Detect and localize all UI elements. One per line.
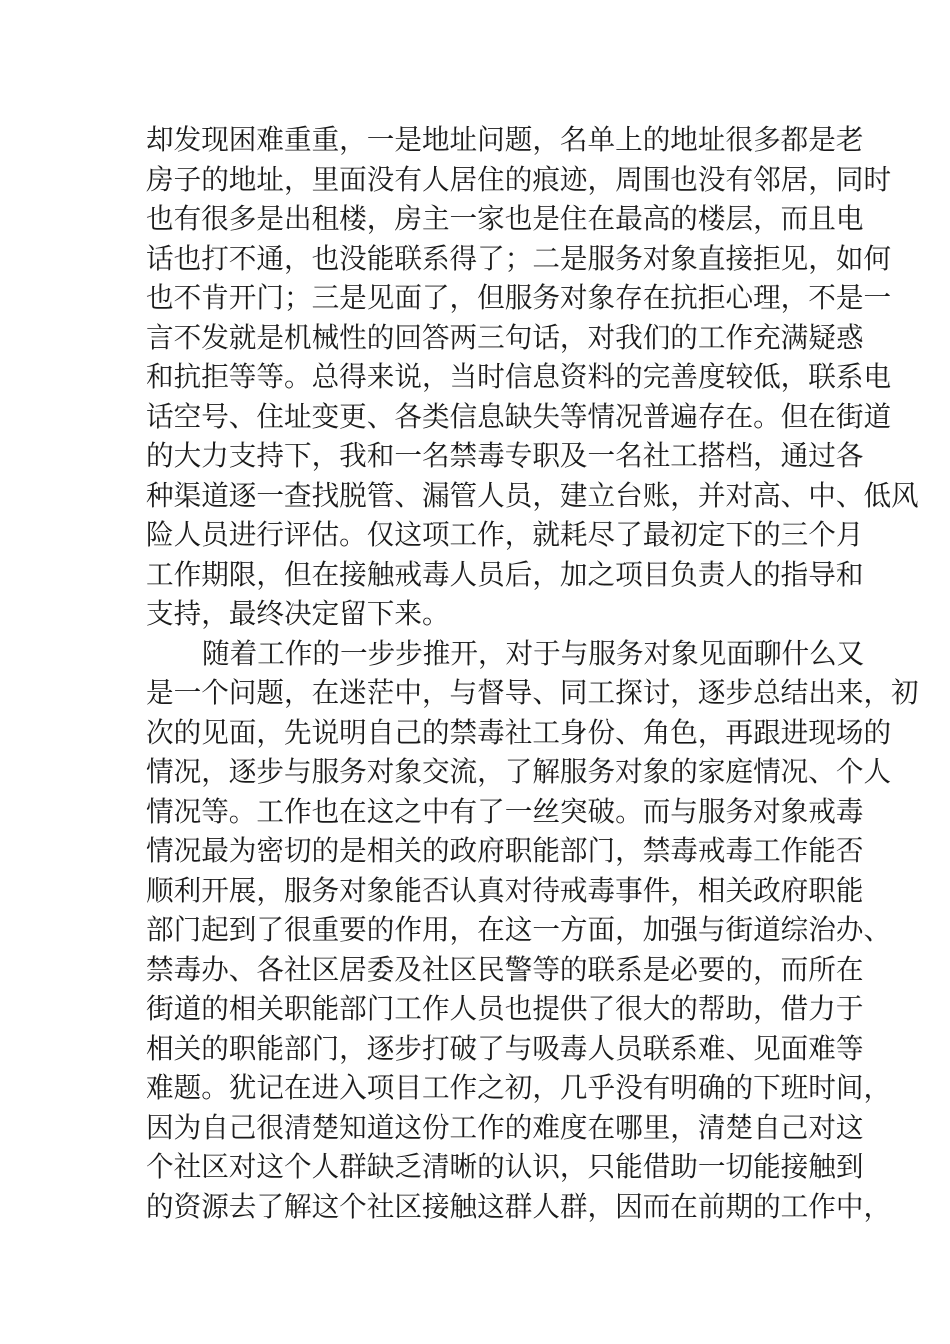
- text-line: 话也打不通，也没能联系得了；二是服务对象直接拒见，如何: [146, 241, 892, 275]
- text-line: 言不发就是机械性的回答两三句话，对我们的工作充满疑惑: [146, 320, 864, 354]
- text-line: 却发现困难重重，一是地址问题，名单上的地址很多都是老: [146, 123, 864, 156]
- text-line: 房子的地址，里面没有人居住的痕迹，周围也没有邻居，同时: [146, 162, 892, 196]
- text-line: 难题。犹记在进入项目工作之初，几乎没有明确的下班时间，: [146, 1071, 892, 1104]
- text-line: 工作期限，但在接触戒毒人员后，加之项目负责人的指导和: [146, 557, 864, 591]
- text-line: 部门起到了很重要的作用，在这一方面，加强与街道综治办、: [146, 913, 892, 946]
- body-text: [146, 120, 919, 1226]
- text-line: 支持，最终决定留下来。: [146, 597, 450, 630]
- text-line: 次的见面，先说明自己的禁毒社工身份、角色，再跟进现场的: [146, 715, 892, 749]
- text-line: 种渠道逐一查找脱管、漏管人员，建立台账，并对高、中、低风: [146, 478, 919, 512]
- text-line: 也有很多是出租楼，房主一家也是住在最高的楼层，而且电: [146, 202, 864, 235]
- text-line: 随着工作的一步步推开，对于与服务对象见面聊什么又: [202, 636, 865, 670]
- text-line: 和抗拒等等。总得来说，当时信息资料的完善度较低，联系电: [146, 360, 892, 393]
- text-line: 的大力支持下，我和一名禁毒专职及一名社工搭档，通过各: [146, 439, 864, 472]
- text-line: 因为自己很清楚知道这份工作的难度在哪里，清楚自己对这: [146, 1110, 864, 1144]
- text-line: 顺利开展，服务对象能否认真对待戒毒事件，相关政府职能: [146, 873, 864, 907]
- text-line: 是一个问题，在迷茫中，与督导、同工探讨，逐步总结出来，初: [146, 676, 919, 709]
- text-line: 街道的相关职能部门工作人员也提供了很大的帮助，借力于: [146, 992, 864, 1025]
- text-line: 相关的职能部门，逐步打破了与吸毒人员联系难、见面难等: [146, 1031, 864, 1065]
- text-line: 话空号、住址变更、各类信息缺失等情况普遍存在。但在街道: [146, 399, 892, 433]
- text-line: 情况等。工作也在这之中有了一丝突破。而与服务对象戒毒: [146, 794, 864, 828]
- text-line: 险人员进行评估。仅这项工作，就耗尽了最初定下的三个月: [146, 518, 864, 551]
- text-line: 个社区对这个人群缺乏清晰的认识，只能借助一切能接触到: [146, 1150, 864, 1183]
- paragraph-2: [146, 634, 919, 1227]
- text-line: 禁毒办、各社区居委及社区民警等的联系是必要的，而所在: [146, 952, 864, 986]
- text-line: 情况最为密切的是相关的政府职能部门，禁毒戒毒工作能否: [146, 834, 864, 867]
- text-line: 也不肯开门；三是见面了，但服务对象存在抗拒心理，不是一: [146, 281, 892, 314]
- text-line: 情况，逐步与服务对象交流，了解服务对象的家庭情况、个人: [146, 755, 892, 788]
- paragraph-1: [146, 120, 919, 634]
- text-line: 的资源去了解这个社区接触这群人群，因而在前期的工作中，: [146, 1189, 892, 1223]
